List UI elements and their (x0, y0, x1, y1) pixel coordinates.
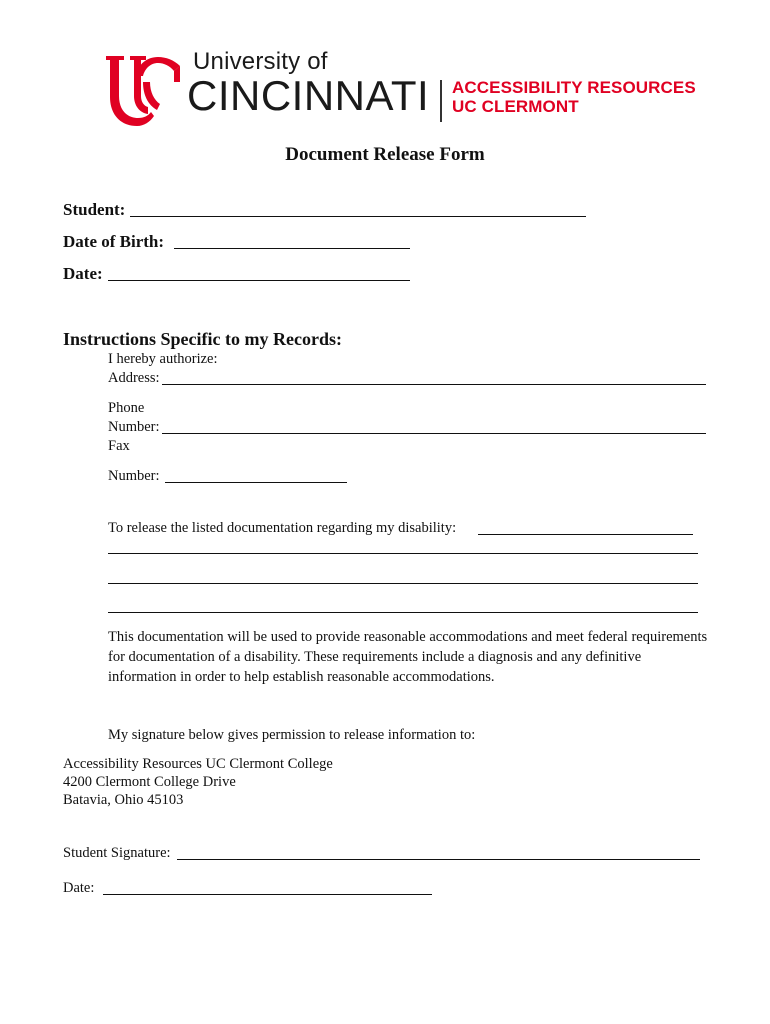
student-label: Student: (63, 200, 126, 219)
release-field-line-1[interactable] (108, 553, 698, 554)
fax-field[interactable] (165, 482, 347, 483)
recipient-line-3: Batavia, Ohio 45103 (63, 792, 184, 808)
recipient-line-1: Accessibility Resources UC Clermont College (63, 756, 333, 772)
dob-label: Date of Birth: (63, 232, 165, 251)
fax-label-line2: Number: (108, 468, 160, 484)
instructions-heading: Instructions Specific to my Records: (63, 329, 342, 349)
address-label: Address: (108, 370, 160, 386)
permission-text: My signature below gives permission to release information to: (108, 727, 476, 743)
signature-date-label: Date: (63, 880, 95, 896)
phone-label-line1: Phone (108, 400, 145, 416)
release-text: To release the listed documentation regarding my disability: (108, 520, 457, 536)
student-field[interactable] (130, 216, 586, 217)
purpose-paragraph: This documentation will be used to provide reasonable accommodations and meet federal requirements for documentation of a disability. These requirements include a diagnosis and any definitive information in order to help establish reasonable accommodations. (108, 629, 708, 685)
signature-label: Student Signature: (63, 845, 171, 861)
logo-dept-line-1: ACCESSIBILITY RESOURCES (452, 78, 696, 97)
form-title: Document Release Form (285, 144, 485, 165)
logo-divider (440, 80, 442, 122)
uc-logo-icon (100, 52, 184, 128)
phone-label-line2: Number: (108, 419, 160, 435)
signature-date-field[interactable] (103, 894, 432, 895)
date-label: Date: (63, 264, 103, 283)
release-field-inline[interactable] (478, 534, 693, 535)
dob-field[interactable] (174, 248, 410, 249)
signature-field[interactable] (177, 859, 700, 860)
authorize-text: I hereby authorize: (108, 351, 218, 367)
release-field-line-2[interactable] (108, 583, 698, 584)
date-field[interactable] (108, 280, 410, 281)
release-field-line-3[interactable] (108, 612, 698, 613)
address-field[interactable] (162, 384, 706, 385)
phone-field[interactable] (162, 433, 706, 434)
fax-label-line1: Fax (108, 438, 130, 454)
logo-university-of-text: University of (193, 48, 328, 75)
logo-cincinnati-text: CINCINNATI (187, 72, 430, 119)
logo-dept-line-2: UC CLERMONT (452, 97, 579, 116)
recipient-line-2: 4200 Clermont College Drive (63, 774, 236, 790)
